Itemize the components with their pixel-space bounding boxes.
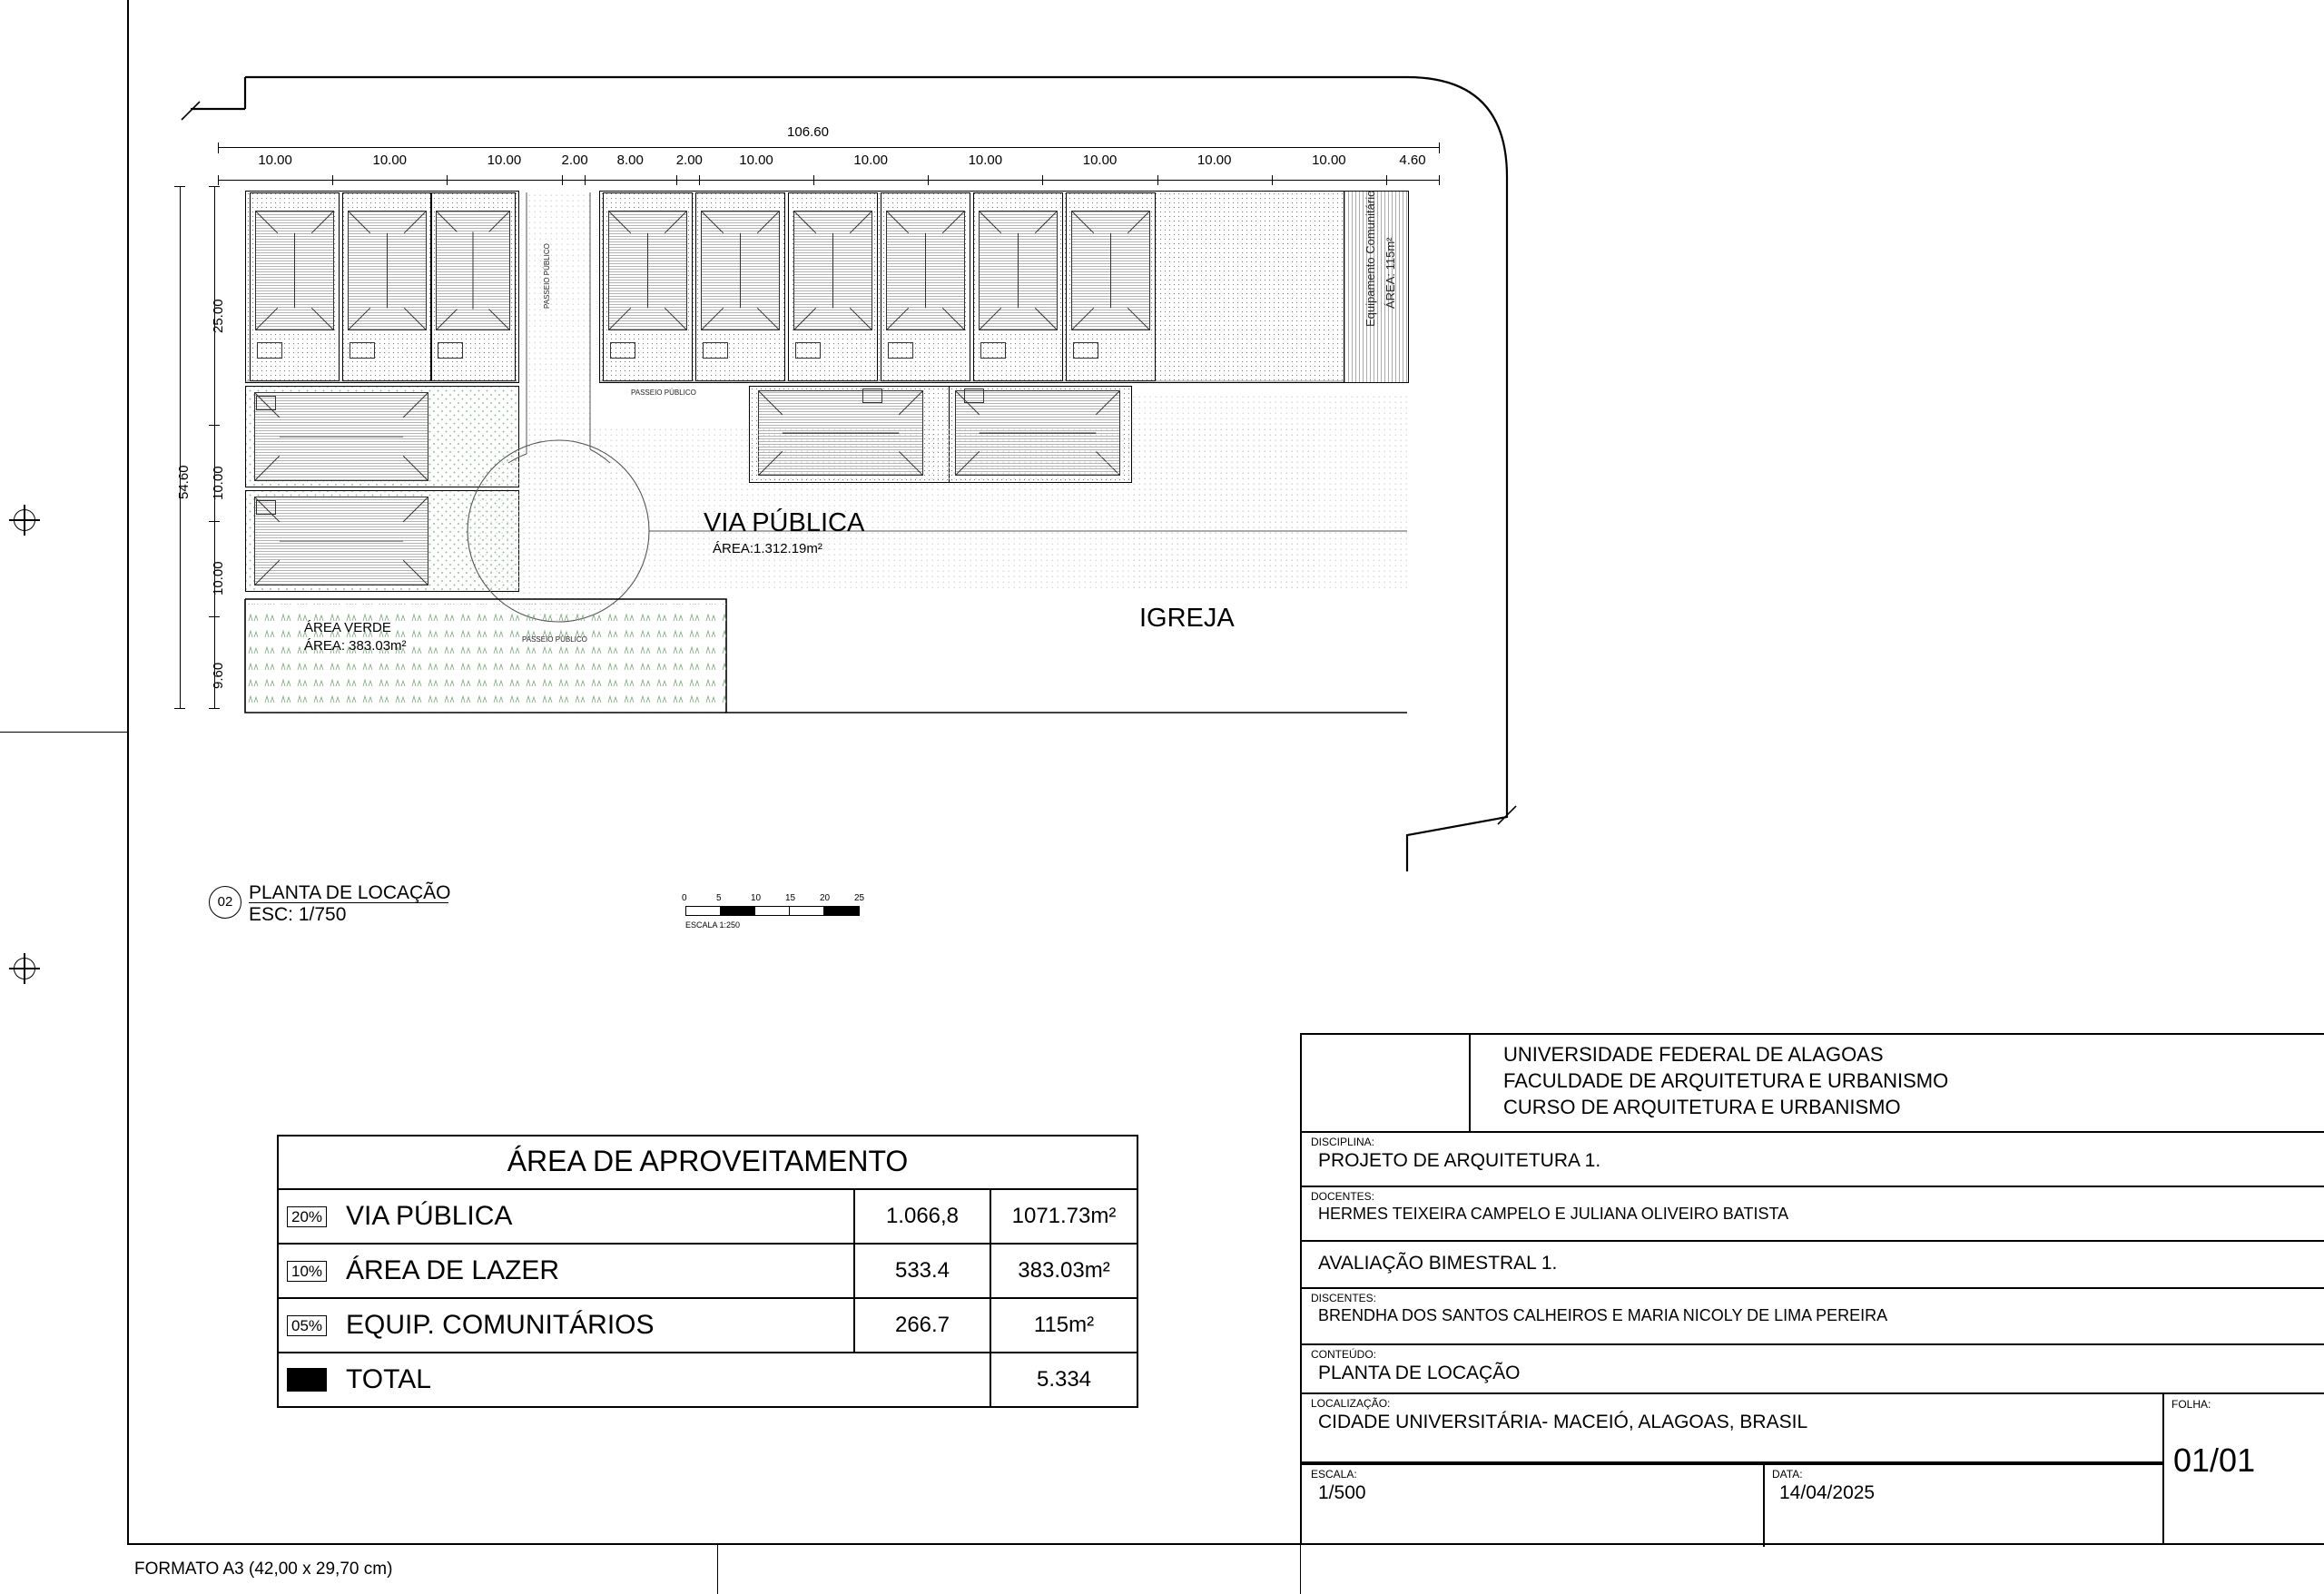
equipment-community-label: Equipamento Comunitário (1364, 190, 1377, 327)
university-line-3: CURSO DE ARQUITETURA E URBANISMO (1503, 1096, 1901, 1119)
disciplina-value: PROJETO DE ARQUITETURA 1. (1318, 1150, 1601, 1171)
scale-bar-number: 20 (820, 893, 831, 903)
plan-number-badge: 02 (209, 886, 241, 919)
discentes-label: DISCENTES: (1311, 1292, 1377, 1304)
top-dim-label: 2.00 (675, 153, 703, 168)
plan-title-block (209, 879, 865, 933)
scale-bar-caption: ESCALA 1:250 (685, 920, 741, 930)
left-dim-label: 9.60 (211, 663, 226, 690)
sheet-format-note: FORMATO A3 (42,00 x 29,70 cm) (134, 1560, 393, 1579)
area-table-row (279, 1245, 1137, 1299)
disciplina-label: DISCIPLINA: (1311, 1136, 1375, 1148)
scale-bar-number: 10 (751, 893, 762, 903)
overall-dim-label: 106.60 (787, 124, 829, 140)
title-block (1300, 1033, 2324, 1543)
scale-bar-segment (754, 906, 791, 916)
area-row-name: ÁREA DE LAZER (335, 1245, 855, 1297)
avaliacao-band (1302, 1242, 2324, 1289)
scale-bar-number: 15 (785, 893, 796, 903)
docentes-label: DOCENTES: (1311, 1190, 1375, 1203)
area-table-row (279, 1299, 1137, 1353)
top-dim-label: 10.00 (1196, 153, 1232, 168)
plan-scale-label: ESC: 1/750 (249, 904, 347, 925)
area-row-name: EQUIP. COMUNITÁRIOS (335, 1299, 855, 1352)
area-row-value-1: 266.7 (855, 1299, 991, 1352)
top-dim-label: 10.00 (372, 153, 408, 168)
folha-label: FOLHA: (2171, 1398, 2211, 1411)
top-dim-label: 8.00 (616, 153, 644, 168)
area-row-percent (279, 1353, 335, 1406)
folha-cell (2162, 1394, 2324, 1545)
scale-bar-number: 0 (682, 893, 687, 903)
top-dim-label: 10.00 (1082, 153, 1118, 168)
disciplina-band (1302, 1133, 2324, 1187)
conteudo-value: PLANTA DE LOCAÇÃO (1318, 1363, 1521, 1383)
avaliacao-value: AVALIAÇÃO BIMESTRAL 1. (1318, 1253, 1558, 1274)
via-publica-label: VIA PÚBLICA (704, 508, 865, 537)
scale-bar-segment (720, 906, 756, 916)
scale-bar-segment (685, 906, 722, 916)
registration-mark-bottom (9, 953, 40, 984)
area-table-rows (279, 1190, 1137, 1406)
escala-label: ESCALA: (1311, 1468, 1357, 1481)
top-dim-label: 10.00 (968, 153, 1003, 168)
area-row-total-swatch (287, 1368, 327, 1392)
area-row-value-2: 1071.73m² (1011, 1204, 1117, 1228)
area-verde-area: ÁREA: 383.03m² (304, 638, 407, 654)
area-table-row (279, 1190, 1137, 1245)
area-verde-label: ÁREA VERDE (304, 620, 391, 635)
data-value: 14/04/2025 (1779, 1482, 1876, 1503)
passeio-publico-label-3: PASSEIO PÚBLICO (543, 243, 551, 309)
localizacao-value: CIDADE UNIVERSITÁRIA- MACEIÓ, ALAGOAS, BRASIL (1318, 1412, 1808, 1432)
localizacao-band (1302, 1394, 2164, 1463)
top-dim-label: 4.60 (1399, 153, 1426, 168)
equipment-community-area: ÁREA: 115m² (1384, 237, 1397, 309)
area-row-value-1 (855, 1353, 991, 1406)
conteudo-band (1302, 1345, 2324, 1394)
docentes-value: HERMES TEIXEIRA CAMPELO E JULIANA OLIVEIRO BATISTA (1318, 1205, 1789, 1223)
via-publica-area: ÁREA:1.312.19m² (713, 541, 822, 556)
docentes-band (1302, 1187, 2324, 1242)
passeio-publico-label-2: PASSEIO PÚBLICO (631, 389, 696, 397)
left-dim-label: 10.00 (211, 466, 226, 500)
area-row-percent-badge: 05% (287, 1315, 327, 1336)
conteudo-label: CONTEÚDO: (1311, 1348, 1376, 1361)
left-dim-label: 10.00 (211, 561, 226, 596)
data-label: DATA: (1772, 1468, 1803, 1481)
passeio-publico-label-1: PASSEIO PÚBLICO (522, 635, 587, 644)
left-dim-label: 25.00 (211, 299, 226, 333)
top-dim-label: 2.00 (561, 153, 588, 168)
scale-bar-segment (823, 906, 860, 916)
left-overall-dim-label: 54.60 (176, 465, 192, 499)
top-dim-label: 10.00 (487, 153, 522, 168)
scale-bar-number: 25 (854, 893, 865, 903)
university-line-2: FACULDADE DE ARQUITETURA E URBANISMO (1503, 1069, 1949, 1093)
localizacao-label: LOCALIZAÇÃO: (1311, 1397, 1391, 1410)
university-line-1: UNIVERSIDADE FEDERAL DE ALAGOAS (1503, 1043, 1884, 1066)
area-row-percent (279, 1190, 335, 1243)
top-dim-label: 10.00 (739, 153, 773, 168)
escala-value: 1/500 (1318, 1482, 1366, 1503)
escala-data-row (1302, 1463, 2164, 1545)
plan-title-underline (249, 902, 448, 903)
area-row-name: TOTAL (346, 1364, 431, 1394)
discentes-band (1302, 1289, 2324, 1345)
road-vector (163, 36, 1661, 881)
scale-bar-number: 5 (716, 893, 722, 903)
area-row-value-1: 1.066,8 (855, 1190, 991, 1243)
plan-title: PLANTA DE LOCAÇÃO (249, 882, 451, 903)
area-table-title: ÁREA DE APROVEITAMENTO (279, 1136, 1137, 1190)
sheet-bottom-tick-1 (717, 1543, 718, 1594)
area-row-percent (279, 1299, 335, 1352)
scale-bar-segment (789, 906, 825, 916)
discentes-value: BRENDHA DOS SANTOS CALHEIROS E MARIA NICOLY DE LIMA PEREIRA (1318, 1306, 1888, 1324)
logo-placeholder (1302, 1035, 1471, 1133)
area-row-name: VIA PÚBLICA (335, 1190, 855, 1243)
sheet-bottom-tick-2 (1300, 1543, 1301, 1594)
area-row-percent (279, 1245, 335, 1297)
sheet-left-mid-rule (0, 732, 127, 733)
area-row-percent-badge: 20% (287, 1206, 327, 1227)
top-dim-label: 10.00 (853, 153, 888, 168)
area-row-value-1: 533.4 (855, 1245, 991, 1297)
graphic-scale-bar (682, 893, 976, 930)
site-plan-drawing (163, 36, 1661, 881)
top-dim-label: 10.00 (1312, 153, 1346, 168)
area-table-row (279, 1353, 1137, 1406)
area-row-value-2: 383.03m² (1018, 1258, 1110, 1283)
registration-mark-top (9, 505, 40, 536)
area-row-value-2: 115m² (1033, 1313, 1095, 1337)
university-header (1471, 1035, 2324, 1133)
folha-value: 01/01 (2173, 1441, 2256, 1479)
area-row-percent-badge: 10% (287, 1261, 327, 1282)
area-summary-table (277, 1135, 1138, 1408)
top-dim-label: 10.00 (258, 153, 292, 168)
area-row-value-2: 5.334 (1036, 1367, 1092, 1392)
igreja-label: IGREJA (1139, 604, 1235, 633)
